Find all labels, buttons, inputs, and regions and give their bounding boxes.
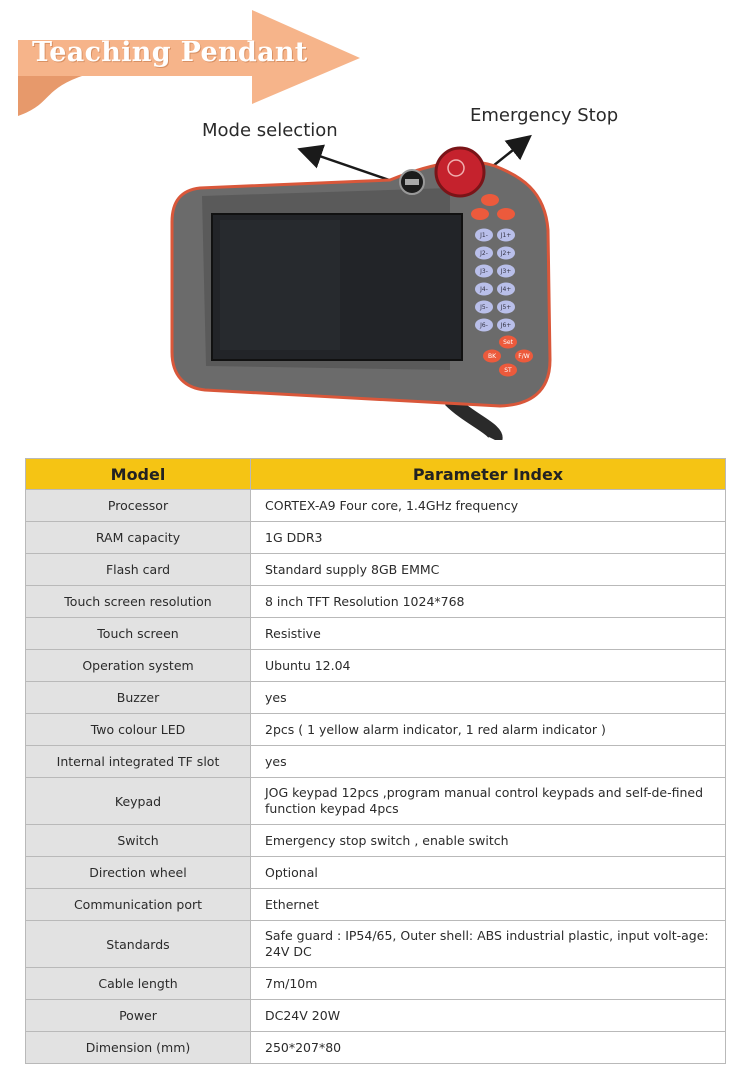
row-value: Standard supply 8GB EMMC <box>251 554 726 586</box>
table-row <box>26 490 726 522</box>
row-name: RAM capacity <box>26 522 251 554</box>
row-name: Operation system <box>26 650 251 682</box>
row-value: Emergency stop switch , enable switch <box>251 825 726 857</box>
row-name: Direction wheel <box>26 857 251 889</box>
jog-button-label: J6+ <box>500 322 512 329</box>
row-name: Standards <box>26 921 251 968</box>
row-name: Touch screen resolution <box>26 586 251 618</box>
row-name: Switch <box>26 825 251 857</box>
table-row <box>26 889 726 921</box>
table-row <box>26 746 726 778</box>
row-value: yes <box>251 682 726 714</box>
row-name: Flash card <box>26 554 251 586</box>
jog-button-label: J5+ <box>500 304 512 311</box>
row-value: 8 inch TFT Resolution 1024*768 <box>251 586 726 618</box>
row-value: Ethernet <box>251 889 726 921</box>
emergency-stop-label: Emergency Stop <box>470 105 619 126</box>
row-value: Safe guard : IP54/65, Outer shell: ABS industrial plastic, input volt-age: 24V DC <box>251 921 726 968</box>
jog-button-label: J6- <box>480 322 488 329</box>
row-name: Touch screen <box>26 618 251 650</box>
jog-button-label: J2- <box>480 250 488 257</box>
row-name: Cable length <box>26 968 251 1000</box>
jog-button-label: J1+ <box>500 232 512 239</box>
header-parameter-index: Parameter Index <box>251 459 726 490</box>
function-button-label: ST <box>504 367 512 374</box>
function-button-label: F/W <box>518 353 530 360</box>
jog-button-label: J4+ <box>500 286 512 293</box>
row-name: Internal integrated TF slot <box>26 746 251 778</box>
mode-selection-label: Mode selection <box>202 120 338 141</box>
table-row <box>26 825 726 857</box>
banner-title: Teaching Pendant <box>32 37 308 68</box>
row-value: 2pcs ( 1 yellow alarm indicator, 1 red alarm indicator ) <box>251 714 726 746</box>
row-value: DC24V 20W <box>251 1000 726 1032</box>
row-name: Dimension (mm) <box>26 1032 251 1064</box>
row-value: Ubuntu 12.04 <box>251 650 726 682</box>
function-button-label: BK <box>487 353 497 360</box>
row-value: 1G DDR3 <box>251 522 726 554</box>
row-name: Processor <box>26 490 251 522</box>
table-row <box>26 554 726 586</box>
row-value: yes <box>251 746 726 778</box>
table-row <box>26 682 726 714</box>
row-name: Two colour LED <box>26 714 251 746</box>
table-row <box>26 522 726 554</box>
jog-button-label: J3- <box>480 268 488 275</box>
emergency-stop-button <box>436 148 484 196</box>
table-row <box>26 778 726 825</box>
teaching-pendant-device <box>150 130 570 440</box>
jog-button-label: J2+ <box>500 250 512 257</box>
table-row <box>26 857 726 889</box>
table-row <box>26 650 726 682</box>
row-value: 7m/10m <box>251 968 726 1000</box>
header-model: Model <box>26 459 251 490</box>
table-row <box>26 714 726 746</box>
row-name: Buzzer <box>26 682 251 714</box>
table-header-row <box>26 459 726 490</box>
row-name: Keypad <box>26 778 251 825</box>
table-row <box>26 618 726 650</box>
row-value: JOG keypad 12pcs ,program manual control keypads and self-de-fined function keypad 4pcs <box>251 778 726 825</box>
jog-button-label: J4- <box>480 286 488 293</box>
table-row <box>26 1000 726 1032</box>
row-value: Resistive <box>251 618 726 650</box>
row-name: Power <box>26 1000 251 1032</box>
table-row <box>26 968 726 1000</box>
jog-button-label: J1- <box>480 232 488 239</box>
table-row <box>26 921 726 968</box>
row-name: Communication port <box>26 889 251 921</box>
row-value: Optional <box>251 857 726 889</box>
row-value: CORTEX-A9 Four core, 1.4GHz frequency <box>251 490 726 522</box>
row-value: 250*207*80 <box>251 1032 726 1064</box>
spec-table <box>25 458 726 1064</box>
jog-button-label: J3+ <box>500 268 512 275</box>
jog-button-label: J5- <box>480 304 488 311</box>
table-row <box>26 586 726 618</box>
table-row <box>26 1032 726 1064</box>
function-button-label: Set <box>503 339 513 346</box>
